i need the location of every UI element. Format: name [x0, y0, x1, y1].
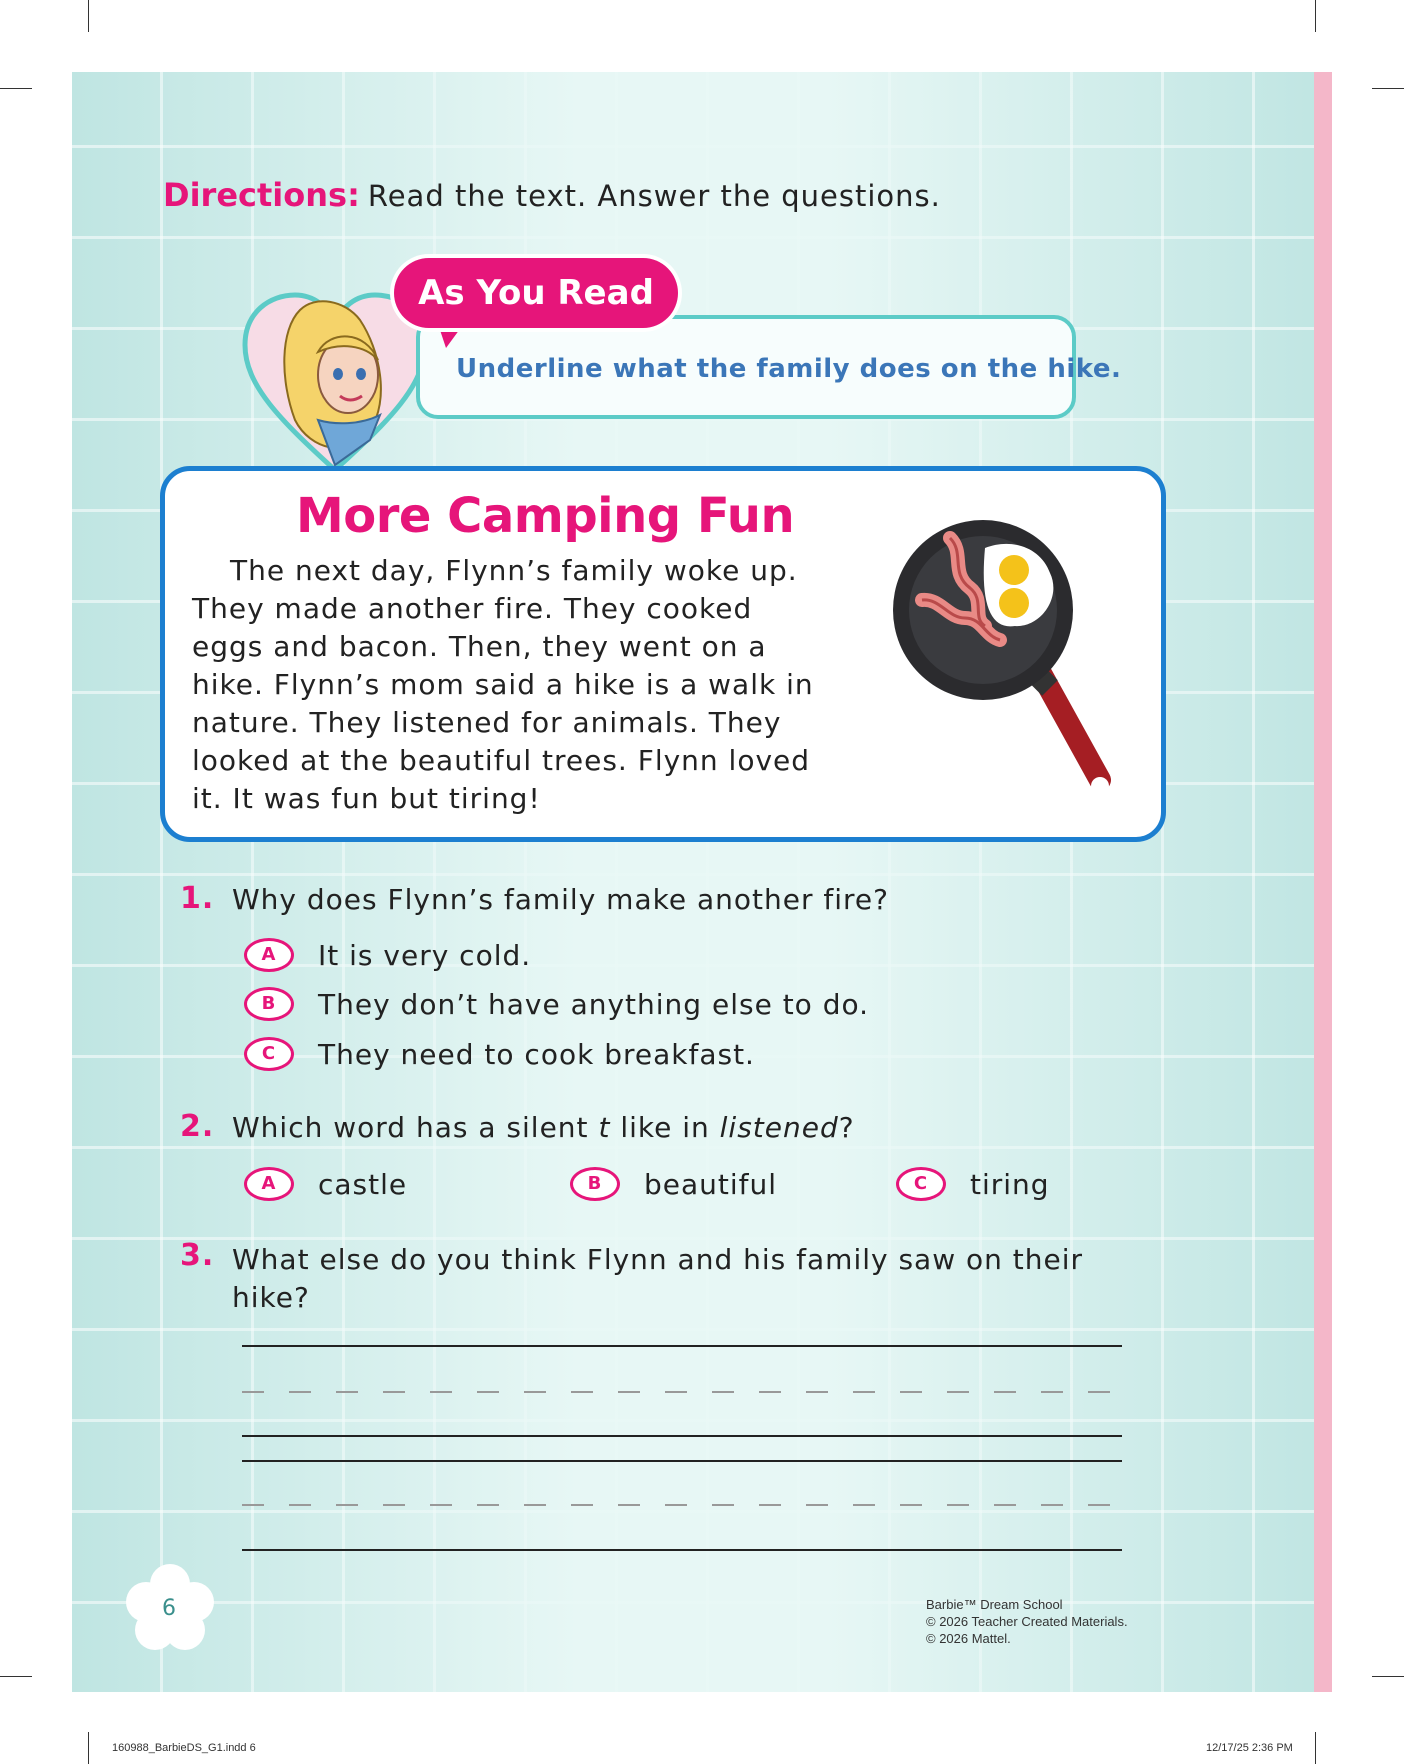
writing-line[interactable]	[242, 1549, 1122, 1551]
question-text: hike?	[232, 1281, 310, 1314]
directions-text: Read the text. Answer the questions.	[367, 179, 941, 213]
question-3	[180, 1238, 1084, 1317]
answer-text: tiring	[970, 1167, 1050, 1201]
question-text: Why does Flynn’s family make another fire?	[232, 883, 889, 916]
page-number: 6	[162, 1596, 176, 1621]
writing-line[interactable]	[242, 1435, 1122, 1437]
answer-bubble[interactable]: A	[244, 1167, 294, 1201]
as-you-read-tip: Underline what the family does on the hike.	[456, 354, 1122, 384]
answer-text: beautiful	[644, 1167, 778, 1201]
question-number: 1.	[180, 881, 215, 916]
crop-mark	[88, 1732, 89, 1764]
passage-line: They made another fire. They cooked	[192, 592, 753, 625]
passage-line: nature. They listened for animals. They	[192, 706, 782, 739]
writing-line[interactable]	[242, 1345, 1122, 1347]
answer-option[interactable]	[896, 1167, 1050, 1201]
question-number: 2.	[180, 1109, 215, 1144]
crop-mark	[0, 88, 32, 89]
print-slug-right: 12/17/25 2:36 PM	[1206, 1742, 1293, 1754]
question-2	[180, 1109, 855, 1144]
answer-bubble[interactable]: B	[244, 987, 294, 1021]
question-text: Which word has a silent	[232, 1111, 599, 1144]
print-slug-left: 160988_BarbieDS_G1.indd 6	[112, 1742, 256, 1754]
as-you-read-bubble	[394, 258, 678, 328]
question-text: t	[598, 1111, 611, 1144]
answer-bubble[interactable]: C	[244, 1037, 294, 1071]
passage-line: it. It was fun but tiring!	[192, 782, 541, 815]
answer-bubble[interactable]: C	[896, 1167, 946, 1201]
passage-text	[192, 552, 852, 818]
writing-midline	[242, 1391, 1122, 1393]
writing-midline	[242, 1504, 1122, 1506]
answer-text: castle	[318, 1167, 408, 1201]
crop-mark	[0, 1676, 32, 1677]
question-text: What else do you think Flynn and his family saw on their	[232, 1243, 1084, 1276]
crop-mark	[1372, 88, 1404, 89]
answer-bubble[interactable]: B	[570, 1167, 620, 1201]
answer-option[interactable]	[244, 1167, 407, 1201]
passage-line: looked at the beautiful trees. Flynn loved	[192, 744, 811, 777]
copyright-line: © 2026 Teacher Created Materials.	[926, 1614, 1128, 1629]
answer-text: It is very cold.	[318, 938, 532, 972]
passage-line: The next day, Flynn’s family woke up.	[230, 554, 798, 587]
page-edge-strip	[1314, 72, 1332, 1692]
crop-mark	[1315, 1732, 1316, 1764]
as-you-read-label: As You Read	[418, 273, 654, 313]
copyright-line: Barbie™ Dream School	[926, 1597, 1063, 1612]
directions	[163, 176, 941, 214]
question-text: listened	[719, 1111, 839, 1144]
crop-mark	[1315, 0, 1316, 32]
answer-bubble[interactable]: A	[244, 938, 294, 972]
passage-line: hike. Flynn’s mom said a hike is a walk in	[192, 668, 814, 701]
question-1	[180, 881, 889, 916]
answer-option[interactable]	[244, 1037, 755, 1071]
frying-pan-icon	[890, 518, 1120, 818]
question-number: 3.	[180, 1238, 215, 1273]
directions-label: Directions:	[163, 176, 360, 214]
question-text: ?	[838, 1111, 855, 1144]
question-text: like in	[610, 1111, 720, 1144]
crop-mark	[1372, 1676, 1404, 1677]
answer-text: They need to cook breakfast.	[318, 1037, 755, 1071]
answer-option[interactable]	[570, 1167, 777, 1201]
writing-line[interactable]	[242, 1460, 1122, 1462]
copyright-line: © 2026 Mattel.	[926, 1631, 1011, 1646]
passage-title: More Camping Fun	[296, 488, 795, 544]
answer-option[interactable]	[244, 938, 531, 972]
passage-line: eggs and bacon. Then, they went on a	[192, 630, 767, 663]
answer-text: They don’t have anything else to do.	[318, 987, 870, 1021]
copyright	[926, 1596, 1128, 1647]
answer-option[interactable]	[244, 987, 869, 1021]
crop-mark	[88, 0, 89, 32]
